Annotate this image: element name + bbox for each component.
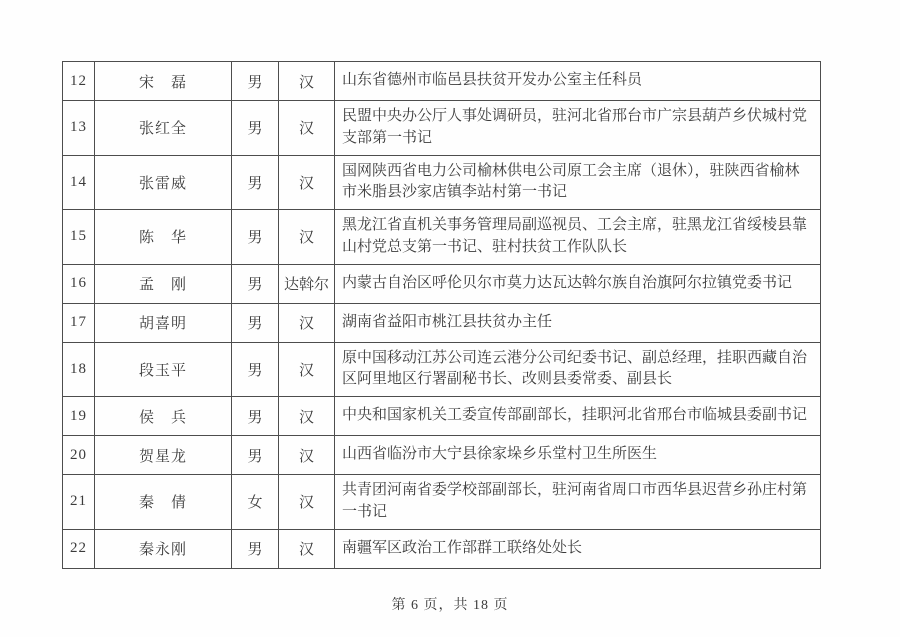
position-cell: 山西省临汾市大宁县徐家垛乡乐堂村卫生所医生 bbox=[335, 436, 821, 475]
name-cell: 秦 倩 bbox=[95, 475, 232, 530]
table-row bbox=[63, 264, 821, 303]
name-cell: 张雷威 bbox=[95, 155, 232, 210]
name-cell: 张红全 bbox=[95, 101, 232, 156]
row-number-cell: 18 bbox=[63, 342, 95, 397]
name-cell: 侯 兵 bbox=[95, 397, 232, 436]
row-number-cell: 21 bbox=[63, 475, 95, 530]
gender-cell: 男 bbox=[232, 155, 279, 210]
row-number-cell: 13 bbox=[63, 101, 95, 156]
ethnicity-cell: 汉 bbox=[279, 210, 335, 265]
roster-table-container bbox=[62, 61, 820, 569]
table-row bbox=[63, 62, 821, 101]
ethnicity-cell: 汉 bbox=[279, 101, 335, 156]
row-number-cell: 17 bbox=[63, 303, 95, 342]
name-cell: 贺星龙 bbox=[95, 436, 232, 475]
gender-cell: 男 bbox=[232, 210, 279, 265]
row-number-cell: 15 bbox=[63, 210, 95, 265]
ethnicity-cell: 汉 bbox=[279, 342, 335, 397]
row-number-cell: 14 bbox=[63, 155, 95, 210]
table-row bbox=[63, 397, 821, 436]
gender-cell: 男 bbox=[232, 303, 279, 342]
position-cell: 内蒙古自治区呼伦贝尔市莫力达瓦达斡尔族自治旗阿尔拉镇党委书记 bbox=[335, 264, 821, 303]
name-cell: 胡喜明 bbox=[95, 303, 232, 342]
row-number-cell: 22 bbox=[63, 529, 95, 568]
name-cell: 陈 华 bbox=[95, 210, 232, 265]
position-cell: 民盟中央办公厅人事处调研员，驻河北省邢台市广宗县葫芦乡伏城村党支部第一书记 bbox=[335, 101, 821, 156]
ethnicity-cell: 汉 bbox=[279, 62, 335, 101]
row-number-cell: 19 bbox=[63, 397, 95, 436]
ethnicity-cell: 汉 bbox=[279, 529, 335, 568]
table-row bbox=[63, 436, 821, 475]
gender-cell: 男 bbox=[232, 101, 279, 156]
table-row bbox=[63, 101, 821, 156]
table-row bbox=[63, 342, 821, 397]
ethnicity-cell: 达斡尔 bbox=[279, 264, 335, 303]
gender-cell: 男 bbox=[232, 62, 279, 101]
row-number-cell: 16 bbox=[63, 264, 95, 303]
position-cell: 共青团河南省委学校部副部长，驻河南省周口市西华县迟营乡孙庄村第一书记 bbox=[335, 475, 821, 530]
position-cell: 国网陕西省电力公司榆林供电公司原工会主席（退休），驻陕西省榆林市米脂县沙家店镇李站村第一书记 bbox=[335, 155, 821, 210]
gender-cell: 男 bbox=[232, 436, 279, 475]
position-cell: 南疆军区政治工作部群工联络处处长 bbox=[335, 529, 821, 568]
table-row bbox=[63, 303, 821, 342]
row-number-cell: 20 bbox=[63, 436, 95, 475]
ethnicity-cell: 汉 bbox=[279, 303, 335, 342]
name-cell: 宋 磊 bbox=[95, 62, 232, 101]
gender-cell: 女 bbox=[232, 475, 279, 530]
gender-cell: 男 bbox=[232, 397, 279, 436]
position-cell: 山东省德州市临邑县扶贫开发办公室主任科员 bbox=[335, 62, 821, 101]
roster-body bbox=[63, 62, 821, 569]
page-number-footer: 第 6 页，共 18 页 bbox=[391, 598, 509, 613]
table-row bbox=[63, 475, 821, 530]
ethnicity-cell: 汉 bbox=[279, 397, 335, 436]
table-row bbox=[63, 210, 821, 265]
gender-cell: 男 bbox=[232, 264, 279, 303]
row-number-cell: 12 bbox=[63, 62, 95, 101]
position-cell: 湖南省益阳市桃江县扶贫办主任 bbox=[335, 303, 821, 342]
table-row bbox=[63, 529, 821, 568]
ethnicity-cell: 汉 bbox=[279, 155, 335, 210]
table-row bbox=[63, 155, 821, 210]
position-cell: 中央和国家机关工委宣传部副部长，挂职河北省邢台市临城县委副书记 bbox=[335, 397, 821, 436]
ethnicity-cell: 汉 bbox=[279, 475, 335, 530]
name-cell: 孟 刚 bbox=[95, 264, 232, 303]
ethnicity-cell: 汉 bbox=[279, 436, 335, 475]
gender-cell: 男 bbox=[232, 529, 279, 568]
name-cell: 段玉平 bbox=[95, 342, 232, 397]
roster-table bbox=[62, 61, 821, 569]
position-cell: 黑龙江省直机关事务管理局副巡视员、工会主席，驻黑龙江省绥棱县靠山村党总支第一书记、驻村扶贫工作队队长 bbox=[335, 210, 821, 265]
gender-cell: 男 bbox=[232, 342, 279, 397]
position-cell: 原中国移动江苏公司连云港分公司纪委书记、副总经理，挂职西藏自治区阿里地区行署副秘书长、改则县委常委、副县长 bbox=[335, 342, 821, 397]
name-cell: 秦永刚 bbox=[95, 529, 232, 568]
